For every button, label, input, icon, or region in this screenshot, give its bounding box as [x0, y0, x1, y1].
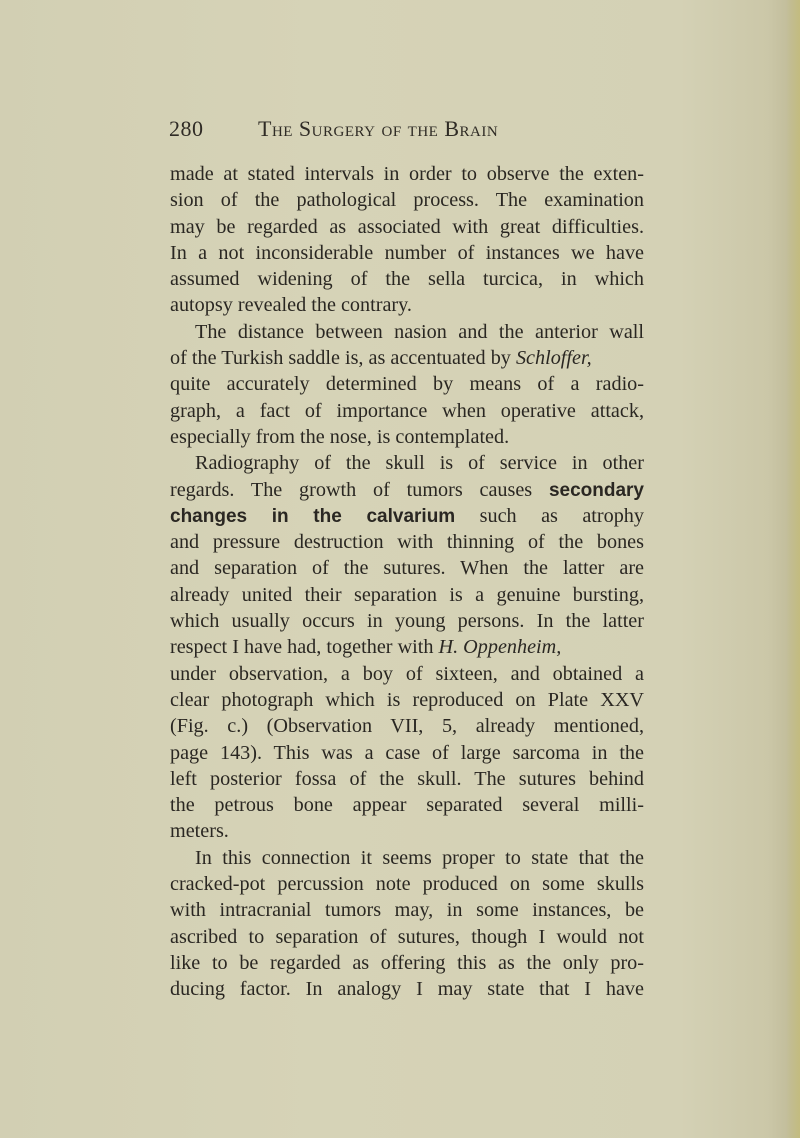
- text-line: autopsy revealed the contrary.: [170, 294, 412, 317]
- text-line: assumed widening of the sella turcica, in which: [170, 268, 644, 291]
- running-header: [169, 116, 639, 150]
- body-text: [170, 161, 644, 1003]
- text-line: sion of the pathological process. The examination: [170, 189, 644, 212]
- author-name: H. Oppenheim,: [438, 636, 562, 659]
- text-line: graph, a fact of importance when operative attack,: [170, 399, 644, 422]
- emphasis-text: secondary: [548, 479, 644, 501]
- text-line: ducing factor. In analogy I may state that I have: [170, 978, 644, 1001]
- text-line: may be regarded as associated with great difficulties.: [170, 215, 644, 238]
- emphasis-text: changes in the calvarium: [170, 505, 456, 527]
- text-line: which usually occurs in young persons. In the latter: [170, 610, 644, 633]
- text-line: already united their separation is a genuine bursting,: [170, 583, 644, 606]
- text-line: quite accurately determined by means of a radio-: [170, 373, 644, 396]
- text-line: the petrous bone appear separated several milli-: [170, 794, 644, 817]
- text-line: left posterior fossa of the skull. The sutures behind: [170, 767, 644, 790]
- paragraph-start-line: In this connection it seems proper to state that the: [195, 846, 644, 869]
- text-run: of the Turkish saddle is, as accentuated by: [170, 347, 516, 370]
- text-line: like to be regarded as offering this as the only pro-: [170, 951, 644, 974]
- text-line: clear photograph which is reproduced on Plate XXV: [170, 688, 644, 711]
- author-name: Schloffer,: [515, 347, 592, 370]
- text-run: respect I have had, together with: [170, 636, 439, 659]
- text-line: and separation of the sutures. When the latter are: [170, 557, 644, 580]
- text-line: [170, 503, 644, 529]
- page-edge-shadow: [786, 0, 800, 1138]
- page-number: 280: [169, 116, 204, 141]
- text-line: meters.: [170, 820, 229, 843]
- text-line: under observation, a boy of sixteen, and obtained a: [170, 662, 644, 685]
- text-line: ascribed to separation of sutures, though I would not: [170, 925, 644, 948]
- text-line: [170, 345, 644, 371]
- text-line: and pressure destruction with thinning of the bones: [170, 531, 644, 554]
- text-line: [170, 634, 644, 660]
- paragraph-start-line: Radiography of the skull is of service in other: [195, 452, 644, 475]
- text-line: page 143). This was a case of large sarcoma in the: [170, 741, 644, 764]
- paragraph-start-line: The distance between nasion and the anterior wall: [195, 320, 644, 343]
- text-line: [170, 477, 644, 503]
- text-line: cracked-pot percussion note produced on some skulls: [170, 873, 644, 896]
- text-run: regards. The growth of tumors causes: [170, 478, 549, 501]
- text-line: made at stated intervals in order to observe the exten-: [170, 163, 644, 185]
- text-run: such as atrophy: [455, 504, 644, 527]
- text-line: (Fig. c.) (Observation VII, 5, already mentioned,: [170, 715, 644, 738]
- text-line: especially from the nose, is contemplated.: [170, 425, 510, 448]
- text-line: In a not inconsiderable number of instances we have: [170, 241, 644, 264]
- text-line: with intracranial tumors may, in some instances, be: [170, 899, 644, 922]
- running-title: The Surgery of the Brain: [258, 116, 499, 141]
